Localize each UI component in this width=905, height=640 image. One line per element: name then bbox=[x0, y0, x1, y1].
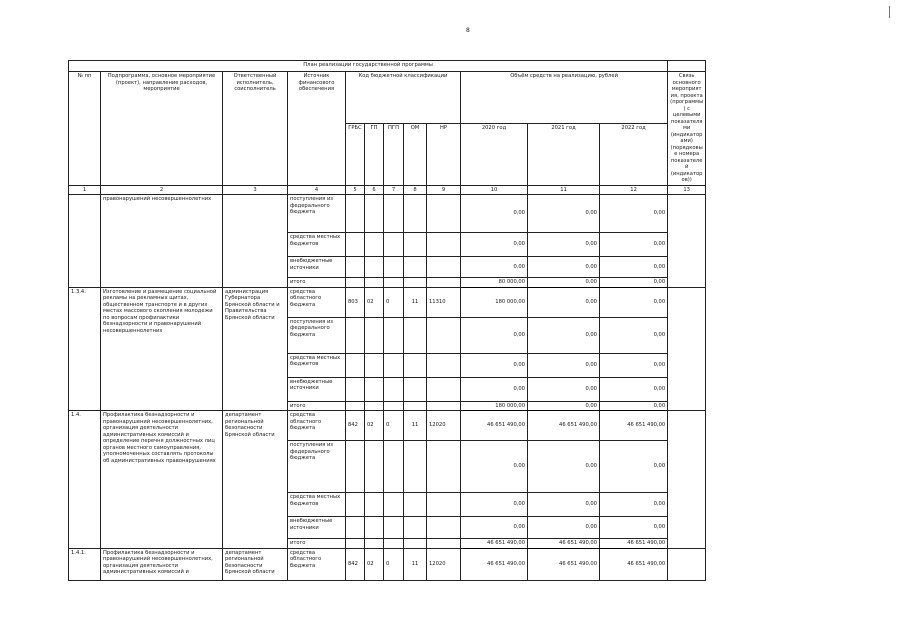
plan-table bbox=[68, 60, 706, 581]
value-2021: 0,00 bbox=[528, 377, 600, 401]
value-2022: 0,00 bbox=[600, 517, 668, 539]
header-responsible: Ответственный исполнитель, соисполнитель bbox=[223, 72, 288, 186]
total-2021: 46 651 490,00 bbox=[528, 539, 600, 549]
value-2021: 0,00 bbox=[528, 493, 600, 517]
value-2022: 0,00 bbox=[600, 353, 668, 377]
col-number: 10 bbox=[461, 185, 528, 195]
total-2020: 80 000,00 bbox=[461, 278, 528, 288]
value-2020: 46 651 490,00 bbox=[461, 411, 528, 441]
value-2020: 0,00 bbox=[461, 493, 528, 517]
source-total: итого bbox=[288, 539, 346, 549]
value-2022: 46 651 490,00 bbox=[600, 411, 668, 441]
row-responsible: администрация Губернатора Брянской области и Правительства Брянской области bbox=[223, 287, 288, 411]
plan-title-empty bbox=[668, 61, 706, 72]
row-link bbox=[668, 287, 706, 411]
value-2021: 0,00 bbox=[528, 195, 600, 233]
row-num: 1.4. bbox=[69, 411, 101, 549]
header-bk-group: Код бюджетной классификации bbox=[346, 72, 461, 124]
code-pgp: 0 bbox=[384, 411, 404, 441]
row-num: 1.3.4. bbox=[69, 287, 101, 411]
header-nr: НР bbox=[427, 123, 461, 185]
col-number: 13 bbox=[668, 185, 706, 195]
code-om: 11 bbox=[404, 411, 427, 441]
source-local: средства местных бюджетов bbox=[288, 353, 346, 377]
value-2020: 0,00 bbox=[461, 317, 528, 353]
header-volume-group: Объём средств на реализацию, рублей bbox=[461, 72, 668, 124]
source-total: итого bbox=[288, 401, 346, 411]
header-subprogram: Подпрограмма, основное мероприятие (проект), направление расходов, мероприятие bbox=[101, 72, 223, 186]
header-pgp: ПГП bbox=[384, 123, 404, 185]
total-2022: 0,00 bbox=[600, 401, 668, 411]
header-om: ОМ bbox=[404, 123, 427, 185]
code-nr: 12020 bbox=[427, 411, 461, 441]
col-number: 1 bbox=[69, 185, 101, 195]
header-2020: 2020 год bbox=[461, 123, 528, 185]
row-num bbox=[69, 195, 101, 288]
row-num: 1.4.1. bbox=[69, 548, 101, 580]
header-2022: 2022 год bbox=[600, 123, 668, 185]
header-num: № пп bbox=[69, 72, 101, 186]
row-name: правонарушений несовершеннолетних bbox=[101, 195, 223, 288]
value-2022: 0,00 bbox=[600, 257, 668, 278]
row-responsible bbox=[223, 195, 288, 288]
code-gp: 02 bbox=[365, 548, 384, 580]
value-2022: 0,00 bbox=[600, 377, 668, 401]
value-2021: 0,00 bbox=[528, 353, 600, 377]
source-extra: внебюджетные источники bbox=[288, 377, 346, 401]
header-2021: 2021 год bbox=[528, 123, 600, 185]
header-link: Связь основного мероприятия, проекта (программы) с целевыми показателями (индикаторами) (порядковые номера показателей (индикаторов)) bbox=[668, 72, 706, 186]
source-total: итого bbox=[288, 278, 346, 288]
code-grbs: 842 bbox=[346, 548, 365, 580]
header-gp: ГП bbox=[365, 123, 384, 185]
value-2021: 0,00 bbox=[528, 233, 600, 257]
source-federal: поступления из федерального бюджета bbox=[288, 317, 346, 353]
source-local: средства местных бюджетов bbox=[288, 493, 346, 517]
code-grbs: 842 bbox=[346, 411, 365, 441]
col-number: 3 bbox=[223, 185, 288, 195]
value-2020: 0,00 bbox=[461, 377, 528, 401]
value-2020: 46 651 490,00 bbox=[461, 548, 528, 580]
value-2022: 0,00 bbox=[600, 233, 668, 257]
col-number: 8 bbox=[404, 185, 427, 195]
code-nr: 11310 bbox=[427, 287, 461, 317]
plan-title: План реализации государственной программы bbox=[69, 61, 668, 72]
source-regional: средства областного бюджета bbox=[288, 548, 346, 580]
scan-artifact bbox=[889, 6, 890, 18]
value-2020: 0,00 bbox=[461, 517, 528, 539]
value-2022: 0,00 bbox=[600, 317, 668, 353]
total-2021: 0,00 bbox=[528, 401, 600, 411]
total-2020: 180 000,00 bbox=[461, 401, 528, 411]
code-grbs: 803 bbox=[346, 287, 365, 317]
value-2020: 0,00 bbox=[461, 195, 528, 233]
row-responsible: департамент региональной безопасности Брянской области bbox=[223, 411, 288, 549]
col-number: 9 bbox=[427, 185, 461, 195]
value-2021: 0,00 bbox=[528, 517, 600, 539]
value-2020: 0,00 bbox=[461, 441, 528, 493]
col-number: 12 bbox=[600, 185, 668, 195]
col-number: 11 bbox=[528, 185, 600, 195]
value-2022: 0,00 bbox=[600, 493, 668, 517]
row-name: Изготовление и размещение социальной рекламы на рекламных щитах, общественном транспорте и в других местах массового скопления молодежи по вопросам профилактики безнадзорности и правонарушений несовершеннолетних bbox=[101, 287, 223, 411]
code-pgp: 0 bbox=[384, 287, 404, 317]
source-regional: средства областного бюджета bbox=[288, 411, 346, 441]
source-regional: средства областного бюджета bbox=[288, 287, 346, 317]
total-2020: 46 651 490,00 bbox=[461, 539, 528, 549]
value-2021: 46 651 490,00 bbox=[528, 411, 600, 441]
value-2022: 0,00 bbox=[600, 195, 668, 233]
total-2022: 0,00 bbox=[600, 278, 668, 288]
source-extra: внебюджетные источники bbox=[288, 517, 346, 539]
value-2022: 46 651 490,00 bbox=[600, 548, 668, 580]
total-2021: 0,00 bbox=[528, 278, 600, 288]
row-link bbox=[668, 195, 706, 288]
col-number: 4 bbox=[288, 185, 346, 195]
value-2020: 0,00 bbox=[461, 257, 528, 278]
row-link bbox=[668, 548, 706, 580]
source-extra: внебюджетные источники bbox=[288, 257, 346, 278]
col-number: 2 bbox=[101, 185, 223, 195]
code-gp: 02 bbox=[365, 287, 384, 317]
value-2021: 0,00 bbox=[528, 317, 600, 353]
source-federal: поступления из федерального бюджета bbox=[288, 195, 346, 233]
row-link bbox=[668, 411, 706, 549]
row-responsible: департамент региональной безопасности Брянской области bbox=[223, 548, 288, 580]
value-2021: 0,00 bbox=[528, 441, 600, 493]
value-2021: 0,00 bbox=[528, 287, 600, 317]
col-number: 6 bbox=[365, 185, 384, 195]
row-name: Профилактика безнадзорности и правонарушений несовершеннолетних, организация деятельности административных комиссий и bbox=[101, 548, 223, 580]
value-2022: 0,00 bbox=[600, 441, 668, 493]
code-nr: 12020 bbox=[427, 548, 461, 580]
value-2020: 0,00 bbox=[461, 233, 528, 257]
value-2020: 0,00 bbox=[461, 353, 528, 377]
value-2021: 46 651 490,00 bbox=[528, 548, 600, 580]
source-federal: поступления из федерального бюджета bbox=[288, 441, 346, 493]
code-gp: 02 bbox=[365, 411, 384, 441]
code-pgp: 0 bbox=[384, 548, 404, 580]
value-2021: 0,00 bbox=[528, 257, 600, 278]
header-grbs: ГРБС bbox=[346, 123, 365, 185]
page-number: 8 bbox=[466, 27, 470, 34]
source-local: средства местных бюджетов bbox=[288, 233, 346, 257]
value-2020: 180 000,00 bbox=[461, 287, 528, 317]
col-number: 7 bbox=[384, 185, 404, 195]
header-source: Источник финансового обеспечения bbox=[288, 72, 346, 186]
value-2022: 0,00 bbox=[600, 287, 668, 317]
row-name: Профилактика безнадзорности и правонарушений несовершеннолетних, организация деятельности административных комиссий и определение перечня должностных лиц органов местного самоуправления, уполномоченных составлять протоколы об административных правонарушениях bbox=[101, 411, 223, 549]
total-2022: 46 651 490,00 bbox=[600, 539, 668, 549]
code-om: 11 bbox=[404, 287, 427, 317]
code-om: 11 bbox=[404, 548, 427, 580]
col-number: 5 bbox=[346, 185, 365, 195]
